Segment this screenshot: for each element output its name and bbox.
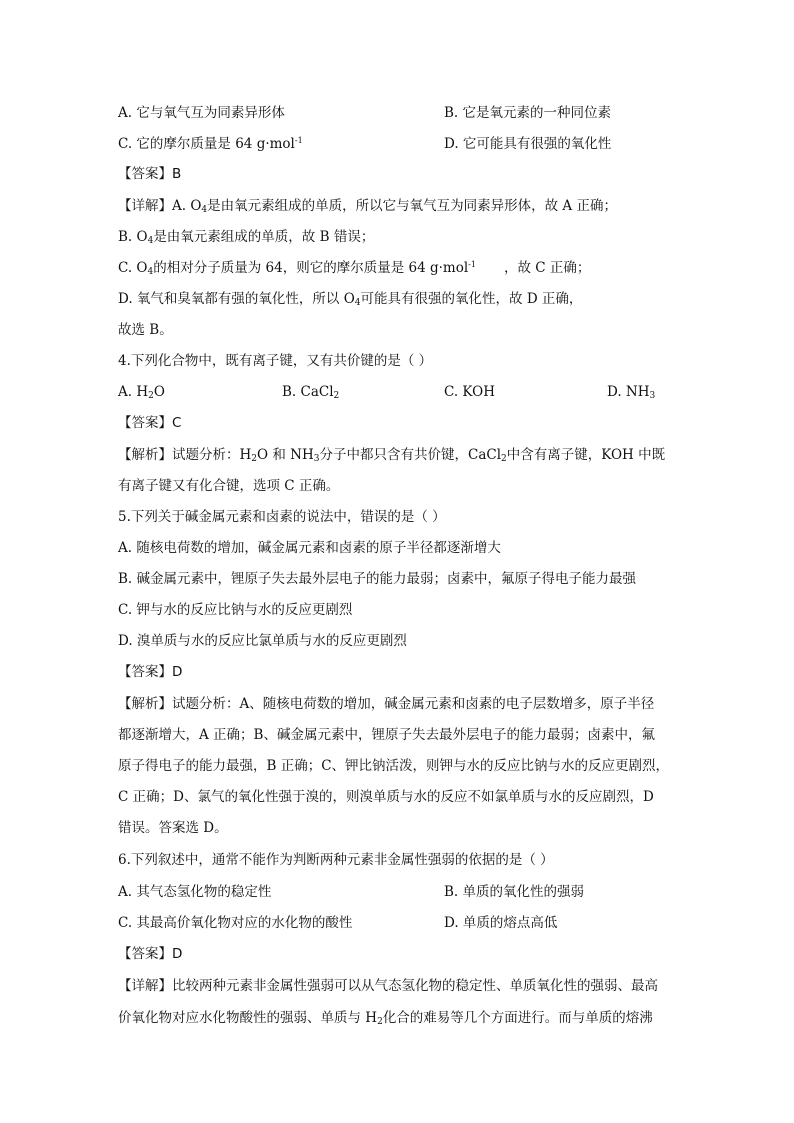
- q4-explanation-line-2: 有离子键又有化合键，选项 C 正确。: [118, 478, 340, 494]
- q3-option-b: B. 它是氧元素的一种同位素: [444, 105, 612, 121]
- q5-stem: 5.下列关于碱金属元素和卤素的说法中，错误的是（ ）: [118, 509, 446, 525]
- q5-option-d: D. 溴单质与水的反应比氯单质与水的反应更剧烈: [118, 633, 407, 649]
- q3-detail-line-1: 【详解】A. $O_4$是由氧元素组成的单质，所以它与氧气互为同素异形体，故 A 正确；: [118, 198, 617, 215]
- q6-option-b: B. 单质的氧化性的强弱: [444, 884, 585, 900]
- q3-answer: 【答案】B: [118, 166, 182, 182]
- q6-detail-line-1: 【详解】比较两种元素非金属性强弱可以从气态氢化物的稳定性、单质氧化性的强弱、最高: [118, 978, 658, 994]
- q5-option-b: B. 碱金属元素中，锂原子失去最外层电子的能力最弱；卤素中，氟原子得电子能力最强: [118, 571, 637, 587]
- q5-explanation-line-3: 原子得电子的能力最强，B 正确；C、钾比钠活泼，则钾与水的反应比钠与水的反应更剧烈，: [118, 758, 670, 774]
- q6-option-c: C. 其最高价氧化物对应的水化物的酸性: [118, 915, 353, 931]
- q6-stem: 6.下列叙述中，通常不能作为判断两种元素非金属性强弱的依据的是（ ）: [118, 852, 554, 868]
- q3-option-d: D. 它可能具有很强的氧化性: [444, 136, 612, 152]
- q3-option-c: C. 它的摩尔质量是 64 g·mol$^{-1}$: [118, 136, 303, 152]
- q5-option-c: C. 钾与水的反应比钠与水的反应更剧烈: [118, 602, 353, 618]
- q3-detail-line-4: D. 氧气和臭氧都有强的氧化性，所以 $O_4$可能具有很强的氧化性，故 D 正确，: [118, 291, 583, 308]
- q5-answer: 【答案】D: [118, 664, 183, 680]
- q4-option-b: B. CaCl$_2$: [282, 384, 340, 401]
- q4-option-c: C. KOH: [444, 384, 495, 400]
- q6-answer: 【答案】D: [118, 946, 183, 962]
- q5-explanation-line-1: 【解析】试题分析：A、随核电荷数的增加，碱金属元素和卤素的电子层数增多，原子半径: [118, 696, 655, 712]
- q3-option-a: A. 它与氧气互为同素异形体: [118, 105, 285, 121]
- q4-option-d: D. $NH_3$: [607, 384, 656, 401]
- q6-detail-line-2: 价氧化物对应水化物酸性的强弱、单质与 $H_2$化合的难易等几个方面进行。而与单质的熔沸: [118, 1010, 653, 1027]
- q3-detail-line-5: 故选 B。: [118, 322, 173, 338]
- q4-explanation-line-1: 【解析】试题分析：$H_2O$ 和 $NH_3$分子中都只含有共价键，CaCl$_2$中含有离子键，KOH 中既: [118, 447, 666, 464]
- q5-explanation-line-2: 都逐渐增大，A 正确；B、碱金属元素中，锂原子失去最外层电子的能力最弱；卤素中，氟: [118, 727, 655, 743]
- q5-option-a: A. 随核电荷数的增加，碱金属元素和卤素的原子半径都逐渐增大: [118, 540, 501, 556]
- q6-option-a: A. 其气态氢化物的稳定性: [118, 884, 272, 900]
- q6-option-d: D. 单质的熔点高低: [444, 915, 558, 931]
- q4-option-a: A. $H_2O$: [118, 384, 165, 401]
- q3-detail-line-2: B. $O_4$是由氧元素组成的单质，故 B 错误；: [118, 229, 375, 246]
- q5-explanation-line-4: C 正确；D、氯气的氧化性强于溴的，则溴单质与水的反应不如氯单质与水的反应剧烈，D: [118, 789, 654, 805]
- q4-answer: 【答案】C: [118, 415, 182, 431]
- q3-detail-line-3: C. $O_4$的相对分子质量为 64，则它的摩尔质量是 64 g·mol$^{-1}$ ，故 C 正确；: [118, 260, 591, 277]
- q5-explanation-line-5: 错误。答案选 D。: [118, 820, 228, 836]
- q4-stem: 4.下列化合物中，既有离子键，又有共价键的是（ ）: [118, 353, 433, 369]
